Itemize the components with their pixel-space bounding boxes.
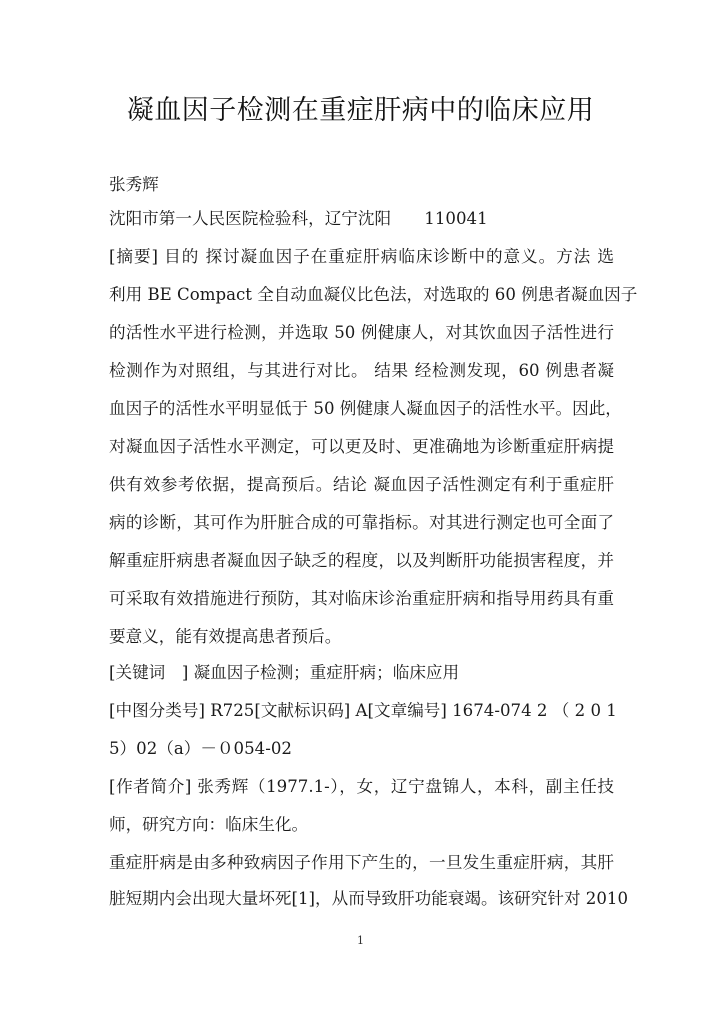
abstract-line: 解重症肝病患者凝血因子缺乏的程度，以及判断肝功能损害程度，并 xyxy=(109,551,614,570)
keywords-line: [关键词 ] 凝血因子检测；重症肝病；临床应用 xyxy=(109,663,460,682)
author-name: 张秀辉 xyxy=(109,175,159,194)
body-text-line: 重症肝病是由多种致病因子作用下产生的，一旦发生重症肝病，其肝 xyxy=(109,853,614,872)
page-number: 1 xyxy=(357,934,364,947)
abstract-line: 检测作为对照组，与其进行对比。 结果 经检测发现，60 例患者凝 xyxy=(109,361,614,380)
abstract-line: 利用 BE Compact 全自动血凝仪比色法，对选取的 60 例患者凝血因子 xyxy=(109,285,638,304)
author-bio-line: 师，研究方向：临床生化。 xyxy=(109,815,309,834)
abstract-line: 对凝血因子活性水平测定，可以更及时、更准确地为诊断重症肝病提 xyxy=(109,437,614,456)
classification-line: [中图分类号] R725[文献标识码] A[文章编号] 1674-074 2 （ 2 0 1 xyxy=(109,701,617,720)
abstract-line: 可采取有效措施进行预防，其对临床诊治重症肝病和指导用药具有重 xyxy=(109,589,614,608)
abstract-line: 要意义，能有效提高患者预后。 xyxy=(109,627,342,646)
classification-line: 5）02（a）－０054-02 xyxy=(109,739,292,758)
body-text-line: 脏短期内会出现大量坏死[1]，从而导致肝功能衰竭。该研究针对 2010 xyxy=(109,889,629,908)
author-affiliation: 沈阳市第一人民医院检验科，辽宁沈阳 110041 xyxy=(109,209,488,228)
abstract-line: 的活性水平进行检测，并选取 50 例健康人，对其饮血因子活性进行 xyxy=(109,323,614,342)
abstract-line: 供有效参考依据，提高预后。结论 凝血因子活性测定有利于重症肝 xyxy=(109,475,614,494)
author-bio-line: [作者简介] 张秀辉（1977.1-），女，辽宁盘锦人，本科，副主任技 xyxy=(109,777,614,796)
abstract-line: 血因子的活性水平明显低于 50 例健康人凝血因子的活性水平。因此， xyxy=(109,399,622,418)
abstract-line: 病的诊断，其可作为肝脏合成的可靠指标。对其进行测定也可全面了 xyxy=(109,513,614,532)
paper-title: 凝血因子检测在重症肝病中的临床应用 xyxy=(126,95,595,126)
abstract-line: [摘要] 目的 探讨凝血因子在重症肝病临床诊断中的意义。方法 选 xyxy=(109,247,614,266)
